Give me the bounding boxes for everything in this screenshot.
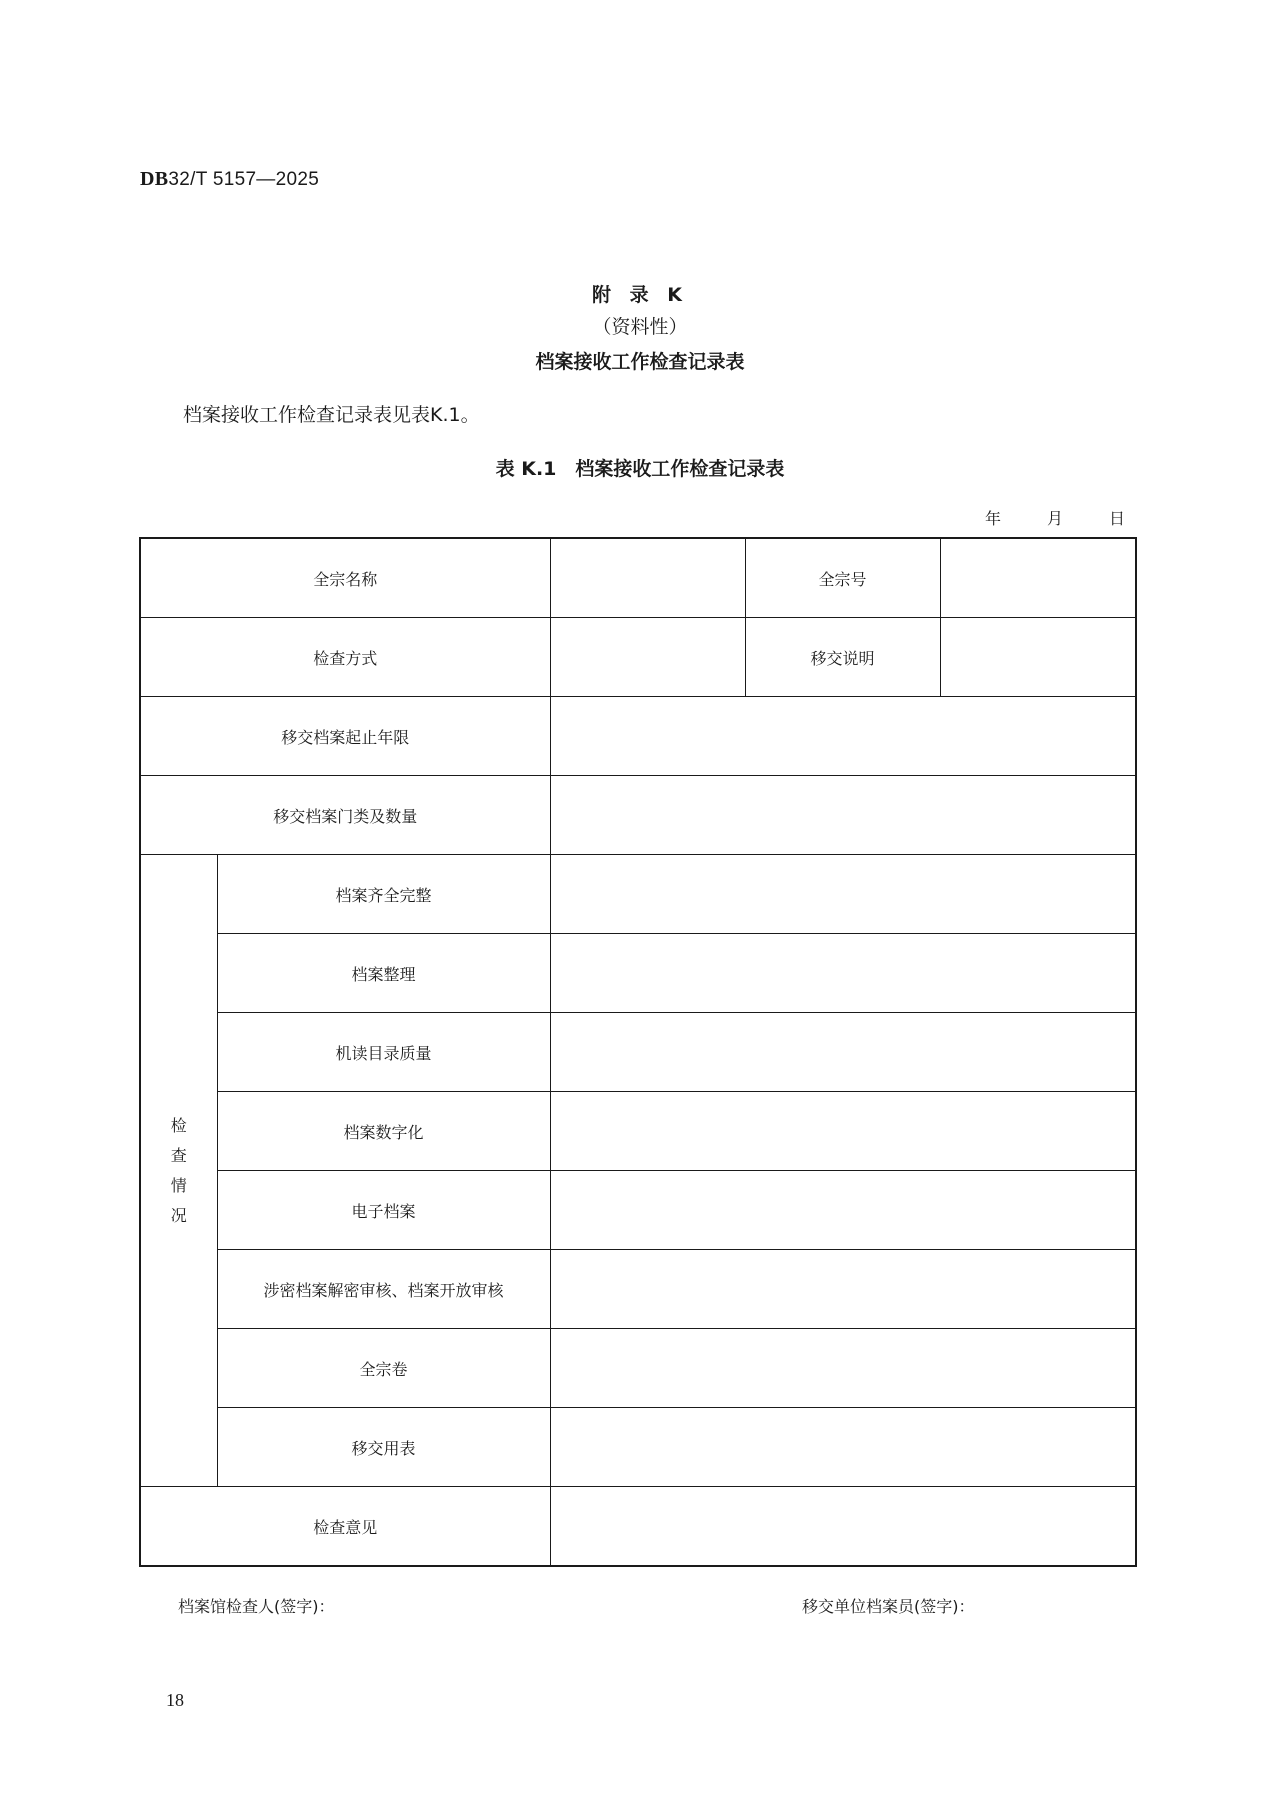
table-row (140, 538, 1136, 618)
check-item-field[interactable] (550, 1408, 1136, 1487)
transfer-note-label: 移交说明 (745, 618, 940, 697)
intro-paragraph: 档案接收工作检查记录表见表K.1。 (183, 404, 480, 426)
check-status-char: 检 (170, 1115, 187, 1135)
fonds-number-field[interactable] (940, 538, 1136, 618)
table-row (140, 1487, 1136, 1567)
fonds-number-label: 全宗号 (745, 538, 940, 618)
check-item-field[interactable] (550, 1250, 1136, 1329)
opinion-label: 检查意见 (140, 1487, 550, 1567)
category-quantity-field[interactable] (550, 776, 1136, 855)
standard-code-number: 32/T 5157—2025 (168, 169, 320, 190)
appendix-title: 附 录 K (592, 284, 688, 306)
check-item-label: 全宗卷 (217, 1329, 550, 1408)
year-range-label: 移交档案起止年限 (140, 697, 550, 776)
check-status-char: 查 (170, 1145, 187, 1165)
table-row (140, 1329, 1136, 1408)
date-line (985, 506, 1125, 529)
check-item-field[interactable] (550, 1171, 1136, 1250)
inspection-record-table (139, 537, 1137, 1567)
table-row (140, 1092, 1136, 1171)
check-item-label: 电子档案 (217, 1171, 550, 1250)
check-item-field[interactable] (550, 934, 1136, 1013)
fonds-name-label: 全宗名称 (140, 538, 550, 618)
check-status-char: 况 (170, 1205, 187, 1225)
appendix-nature: （资料性） (592, 316, 688, 338)
check-item-label: 涉密档案解密审核、档案开放审核 (217, 1250, 550, 1329)
table-row (140, 697, 1136, 776)
table-row (140, 776, 1136, 855)
check-status-group-label (140, 855, 217, 1487)
opinion-field[interactable] (550, 1487, 1136, 1567)
year-range-field[interactable] (550, 697, 1136, 776)
transfer-note-field[interactable] (940, 618, 1136, 697)
check-item-field[interactable] (550, 1092, 1136, 1171)
fonds-name-field[interactable] (550, 538, 745, 618)
date-month-label: 月 (1046, 509, 1063, 528)
check-item-field[interactable] (550, 1329, 1136, 1408)
table-row (140, 1250, 1136, 1329)
table-row (140, 618, 1136, 697)
check-status-char: 情 (170, 1175, 187, 1195)
check-item-field[interactable] (550, 855, 1136, 934)
table-row (140, 1171, 1136, 1250)
date-year-label: 年 (985, 509, 1002, 528)
table-row (140, 1013, 1136, 1092)
date-day-label: 日 (1108, 509, 1125, 528)
category-quantity-label: 移交档案门类及数量 (140, 776, 550, 855)
check-method-label: 检查方式 (140, 618, 550, 697)
page-number: 18 (166, 1690, 184, 1710)
check-item-label: 档案整理 (217, 934, 550, 1013)
check-item-label: 移交用表 (217, 1408, 550, 1487)
check-item-label: 档案数字化 (217, 1092, 550, 1171)
unit-archivist-signature: 移交单位档案员(签字)： (802, 1597, 975, 1616)
archive-checker-signature: 档案馆检查人(签字)： (178, 1597, 335, 1616)
check-item-field[interactable] (550, 1013, 1136, 1092)
check-item-label: 机读目录质量 (217, 1013, 550, 1092)
standard-code-prefix: DB (140, 168, 169, 190)
table-title: 表 K.1 档案接收工作检查记录表 (495, 458, 785, 480)
check-method-field[interactable] (550, 618, 745, 697)
check-item-label: 档案齐全完整 (217, 855, 550, 934)
standard-code (140, 168, 319, 191)
appendix-heading: 档案接收工作检查记录表 (535, 351, 745, 373)
table-row (140, 934, 1136, 1013)
table-row (140, 1408, 1136, 1487)
table-row (140, 855, 1136, 934)
